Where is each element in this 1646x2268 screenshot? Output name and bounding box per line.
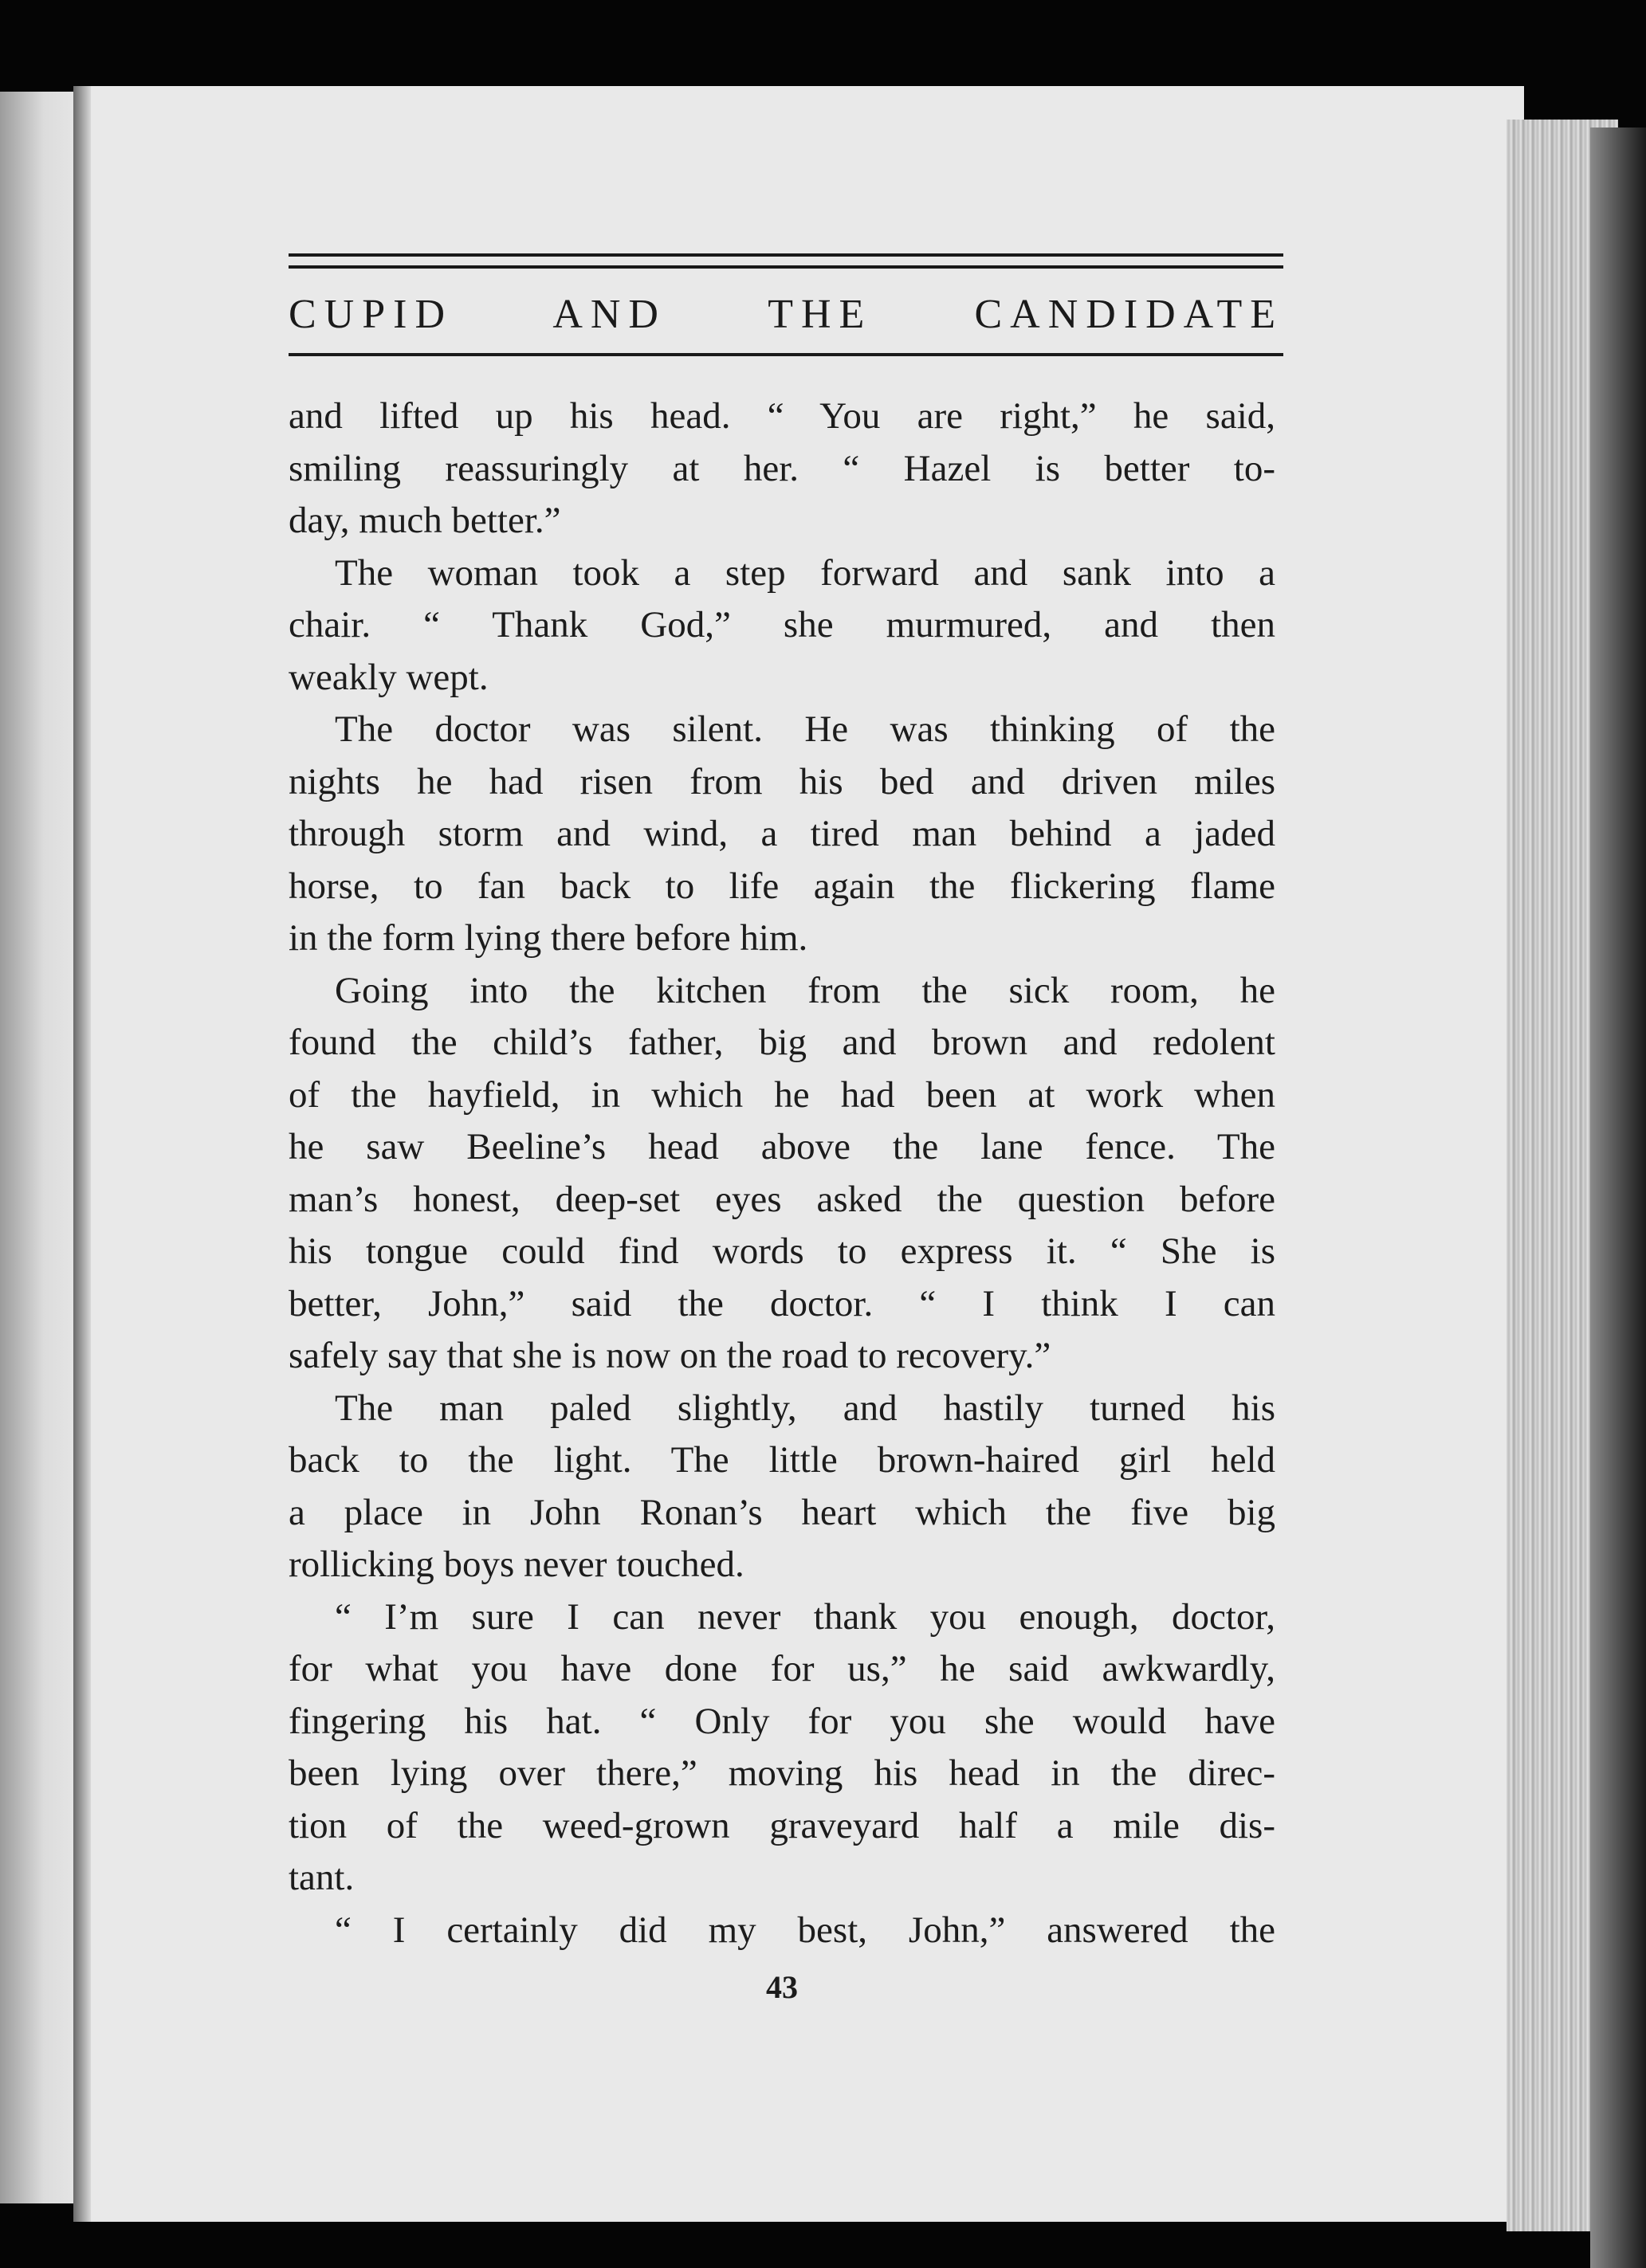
text-line: chair. “ Thank God,” she murmured, and then <box>289 604 1275 645</box>
text-line: in the form lying there before him. <box>289 917 808 959</box>
text-line: The woman took a step forward and sank into a <box>335 551 1275 594</box>
text-line: “ I’m sure I can never thank you enough, doctor, <box>335 1595 1275 1638</box>
text-line: Going into the kitchen from the sick room, he <box>335 969 1275 1011</box>
text-line: The man paled slightly, and hastily turned his <box>335 1387 1275 1429</box>
text-line: a place in John Ronan’s heart which the five big <box>289 1491 1275 1533</box>
text-line: for what you have done for us,” he said awkwardly, <box>289 1648 1275 1689</box>
text-line: tion of the weed-grown graveyard half a mile dis- <box>289 1804 1275 1846</box>
text-line: been lying over there,” moving his head in the direc- <box>289 1752 1275 1794</box>
text-line: horse, to fan back to life again the flickering flame <box>289 865 1275 907</box>
text-line: safely say that she is now on the road to recovery.” <box>289 1335 1051 1376</box>
text-line: weakly wept. <box>289 656 489 698</box>
page-gutter-shadow <box>73 86 91 2222</box>
text-line: and lifted up his head. “ You are right,” he said, <box>289 395 1275 437</box>
text-line: found the child’s father, big and brown and redolent <box>289 1022 1275 1063</box>
text-line: tant. <box>289 1857 355 1898</box>
text-line: “ I certainly did my best, John,” answered the <box>335 1909 1275 1951</box>
text-line: fingering his hat. “ Only for you she would have <box>289 1700 1275 1742</box>
text-line: day, much better.” <box>289 500 561 541</box>
text-line: nights he had risen from his bed and driven miles <box>289 760 1275 802</box>
page-number: 43 <box>766 1969 798 2005</box>
running-head-title: CUPID AND THE CANDIDATE <box>289 292 1283 337</box>
text-line: back to the light. The little brown-haired girl held <box>289 1439 1275 1481</box>
text-line: man’s honest, deep-set eyes asked the question before <box>289 1178 1275 1220</box>
text-line: he saw Beeline’s head above the lane fence. The <box>289 1126 1275 1167</box>
text-line: his tongue could find words to express it. “ She is <box>289 1230 1275 1272</box>
text-line: The doctor was silent. He was thinking of the <box>335 708 1275 750</box>
text-line: rollicking boys never touched. <box>289 1544 744 1585</box>
text-line: better, John,” said the doctor. “ I think I can <box>289 1282 1275 1324</box>
text-line: of the hayfield, in which he had been at work when <box>289 1073 1275 1116</box>
text-line: smiling reassuringly at her. “ Hazel is better to- <box>289 447 1275 489</box>
folio-area <box>289 0 1275 2268</box>
text-line: through storm and wind, a tired man behind a jaded <box>289 813 1275 854</box>
book-edge-shadow <box>1590 128 1646 2268</box>
left-page-edge <box>0 92 80 2203</box>
